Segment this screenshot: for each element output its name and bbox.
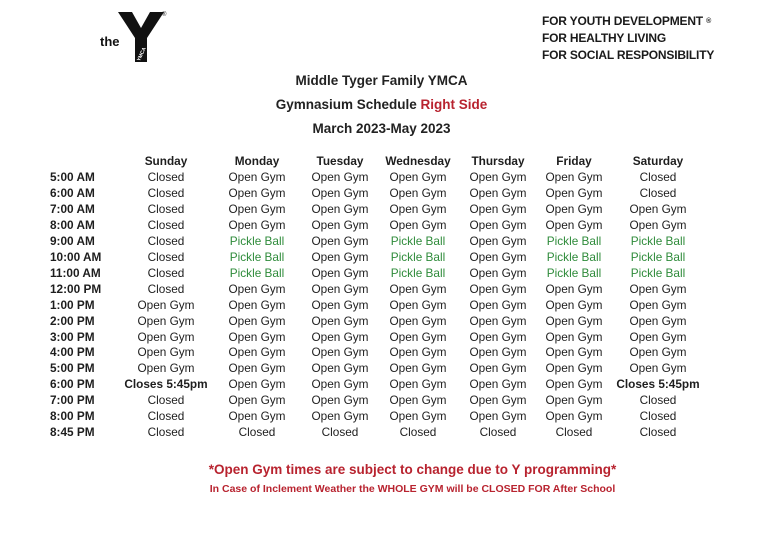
- schedule-cell: Open Gym: [545, 377, 603, 392]
- schedule-cell: Open Gym: [228, 297, 286, 312]
- schedule-cell: Open Gym: [228, 281, 286, 296]
- schedule-cell: Open Gym: [228, 217, 286, 232]
- schedule-cell: Closed: [147, 170, 185, 184]
- tagline-line: FOR HEALTHY LIVING: [542, 31, 666, 45]
- schedule-cell: Open Gym: [469, 201, 527, 216]
- time-slot-label: 3:00 PM: [50, 329, 95, 344]
- day-header: Friday: [556, 154, 592, 168]
- schedule-cell: Pickle Ball: [630, 233, 686, 248]
- schedule-cell: Open Gym: [137, 345, 195, 360]
- day-header: Tuesday: [316, 154, 364, 168]
- day-header: Sunday: [144, 154, 188, 168]
- schedule-cell: Closed: [147, 217, 185, 232]
- schedule-cell: Open Gym: [469, 281, 527, 296]
- schedule-cell: Open Gym: [389, 361, 447, 376]
- time-slot-label: 11:00 AM: [50, 265, 101, 280]
- logo-registered-mark: ®: [162, 12, 167, 18]
- schedule-cell: Open Gym: [228, 345, 286, 360]
- schedule-cell: Open Gym: [545, 329, 603, 344]
- schedule-cell: Open Gym: [311, 233, 369, 248]
- schedule-cell: Open Gym: [228, 393, 286, 408]
- time-slot-label: 4:00 PM: [50, 345, 95, 360]
- schedule-cell: Open Gym: [389, 345, 447, 360]
- schedule-cell: Open Gym: [469, 409, 527, 424]
- schedule-cell: Pickle Ball: [546, 265, 602, 280]
- schedule-cell: Pickle Ball: [390, 233, 446, 248]
- schedule-cell: Open Gym: [137, 313, 195, 328]
- schedule-cell: Open Gym: [469, 170, 527, 184]
- schedule-cell: Closed: [147, 201, 185, 216]
- schedule-cell: Closed: [147, 393, 185, 408]
- schedule-cell: Pickle Ball: [630, 249, 686, 264]
- ymca-logo: [100, 12, 170, 62]
- schedule-cell: Closed: [147, 233, 185, 248]
- logo-the-text: the: [100, 34, 120, 49]
- schedule-cell: Open Gym: [389, 297, 447, 312]
- schedule-cell: Open Gym: [311, 393, 369, 408]
- time-slot-label: 6:00 AM: [50, 185, 95, 200]
- schedule-cell: Open Gym: [311, 313, 369, 328]
- schedule-cell: Open Gym: [311, 297, 369, 312]
- schedule-cell: Pickle Ball: [546, 249, 602, 264]
- schedule-cell: Open Gym: [545, 217, 603, 232]
- schedule-cell: Closed: [147, 409, 185, 424]
- schedule-cell: Open Gym: [545, 281, 603, 296]
- schedule-cell: Open Gym: [389, 329, 447, 344]
- schedule-cell: Open Gym: [469, 185, 527, 200]
- schedule-cell: Open Gym: [389, 217, 447, 232]
- schedule-cell: Open Gym: [629, 361, 687, 376]
- time-slot-label: 5:00 PM: [50, 361, 95, 376]
- time-slot-label: 12:00 PM: [50, 281, 102, 296]
- schedule-cell: Open Gym: [389, 409, 447, 424]
- day-header: Wednesday: [385, 154, 451, 168]
- schedule-cell: Open Gym: [469, 377, 527, 392]
- schedule-cell: Closed: [639, 170, 677, 184]
- schedule-cell: Open Gym: [228, 409, 286, 424]
- schedule-subtitle: Gymnasium Schedule Right Side: [275, 97, 488, 112]
- logo-ymca-text: YMCA: [136, 46, 148, 62]
- schedule-cell: Open Gym: [469, 233, 527, 248]
- schedule-cell: Pickle Ball: [229, 265, 285, 280]
- time-slot-label: 10:00 AM: [50, 249, 102, 264]
- schedule-cell: Closes 5:45pm: [616, 377, 700, 392]
- schedule-cell: Pickle Ball: [390, 265, 446, 280]
- right-side-label: Right Side: [420, 97, 488, 112]
- schedule-cell: Open Gym: [228, 170, 286, 184]
- schedule-cell: Open Gym: [469, 329, 527, 344]
- schedule-cell: Closed: [639, 409, 677, 424]
- time-slot-label: 7:00 AM: [50, 201, 95, 216]
- tagline-registered-mark: ®: [706, 18, 712, 25]
- schedule-cell: Pickle Ball: [546, 233, 602, 248]
- schedule-cell: Closed: [321, 425, 359, 440]
- schedule-cell: Closes 5:45pm: [124, 377, 208, 392]
- schedule-cell: Pickle Ball: [229, 249, 285, 264]
- schedule-cell: Open Gym: [629, 281, 687, 296]
- schedule-cell: Open Gym: [629, 345, 687, 360]
- schedule-cell: Open Gym: [311, 249, 369, 264]
- schedule-cell: Open Gym: [228, 313, 286, 328]
- schedule-cell: Open Gym: [311, 201, 369, 216]
- schedule-cell: Open Gym: [469, 313, 527, 328]
- schedule-cell: Pickle Ball: [229, 233, 285, 248]
- schedule-cell: Open Gym: [137, 329, 195, 344]
- schedule-cell: Closed: [555, 425, 593, 440]
- schedule-cell: Pickle Ball: [630, 265, 686, 280]
- schedule-cell: Open Gym: [137, 297, 195, 312]
- schedule-cell: Closed: [639, 393, 677, 408]
- schedule-cell: Open Gym: [311, 377, 369, 392]
- time-slot-label: 9:00 AM: [50, 233, 95, 248]
- schedule-cell: Open Gym: [389, 377, 447, 392]
- schedule-cell: Open Gym: [469, 217, 527, 232]
- schedule-cell: Open Gym: [389, 201, 447, 216]
- schedule-cell: Open Gym: [311, 185, 369, 200]
- schedule-cell: Closed: [639, 185, 677, 200]
- schedule-cell: Closed: [147, 185, 185, 200]
- schedule-cell: Open Gym: [469, 361, 527, 376]
- schedule-cell: Open Gym: [228, 185, 286, 200]
- schedule-cell: Open Gym: [545, 185, 603, 200]
- schedule-cell: Open Gym: [545, 170, 603, 184]
- schedule-cell: Open Gym: [389, 313, 447, 328]
- schedule-cell: Open Gym: [469, 265, 527, 280]
- schedule-cell: Open Gym: [228, 201, 286, 216]
- inclement-weather-note: In Case of Inclement Weather the WHOLE GYM will be CLOSED FOR After School: [209, 483, 616, 495]
- schedule-cell: Closed: [147, 281, 185, 296]
- schedule-cell: Open Gym: [389, 281, 447, 296]
- time-slot-label: 5:00 AM: [50, 170, 95, 184]
- ymca-y-icon: [118, 12, 167, 62]
- time-slot-label: 7:00 PM: [50, 393, 95, 408]
- schedule-cell: Open Gym: [311, 329, 369, 344]
- schedule-cell: Closed: [147, 425, 185, 440]
- schedule-cell: Open Gym: [469, 393, 527, 408]
- day-header: Monday: [234, 154, 280, 168]
- schedule-cell: Open Gym: [311, 217, 369, 232]
- schedule-dates: March 2023-May 2023: [312, 121, 451, 136]
- schedule-cell: Open Gym: [545, 361, 603, 376]
- schedule-cell: Open Gym: [545, 409, 603, 424]
- schedule-cell: Pickle Ball: [390, 249, 446, 264]
- time-slot-label: 8:00 AM: [50, 217, 95, 232]
- page-title: Middle Tyger Family YMCA: [295, 73, 468, 88]
- schedule-cell: Closed: [479, 425, 517, 440]
- time-slot-label: 1:00 PM: [50, 297, 95, 312]
- schedule-cell: Open Gym: [545, 297, 603, 312]
- schedule-cell: Open Gym: [629, 201, 687, 216]
- schedule-cell: Open Gym: [629, 297, 687, 312]
- schedule-cell: Open Gym: [311, 409, 369, 424]
- schedule-cell: Open Gym: [311, 361, 369, 376]
- schedule-cell: Open Gym: [228, 329, 286, 344]
- schedule-cell: Open Gym: [629, 217, 687, 232]
- schedule-cell: Open Gym: [629, 313, 687, 328]
- schedule-cell: Closed: [639, 425, 677, 440]
- schedule-cell: Open Gym: [629, 329, 687, 344]
- tagline-line: FOR SOCIAL RESPONSIBILITY: [542, 48, 715, 62]
- schedule-cell: Open Gym: [311, 281, 369, 296]
- schedule-cell: Open Gym: [389, 393, 447, 408]
- schedule-cell: Closed: [147, 265, 185, 280]
- schedule-cell: Open Gym: [545, 393, 603, 408]
- schedule-cell: Open Gym: [311, 170, 369, 184]
- schedule-cell: Open Gym: [137, 361, 195, 376]
- time-slot-label: 8:45 PM: [50, 425, 95, 440]
- open-gym-note: *Open Gym times are subject to change due to Y programming*: [208, 462, 617, 477]
- schedule-cell: Open Gym: [545, 313, 603, 328]
- schedule-cell: Open Gym: [469, 297, 527, 312]
- schedule-cell: Open Gym: [469, 249, 527, 264]
- tagline-line: FOR YOUTH DEVELOPMENT ®: [542, 14, 712, 28]
- schedule-cell: Open Gym: [545, 201, 603, 216]
- time-slot-label: 2:00 PM: [50, 313, 95, 328]
- schedule-cell: Open Gym: [469, 345, 527, 360]
- schedule-cell: Open Gym: [311, 345, 369, 360]
- schedule-cell: Closed: [238, 425, 276, 440]
- day-header: Thursday: [471, 154, 525, 168]
- ymca-tagline: [542, 13, 714, 64]
- schedule-cell: Open Gym: [545, 345, 603, 360]
- time-slot-label: 6:00 PM: [50, 377, 95, 392]
- schedule-cell: Open Gym: [389, 185, 447, 200]
- schedule-cell: Open Gym: [311, 265, 369, 280]
- schedule-cell: Closed: [147, 249, 185, 264]
- schedule-cell: Open Gym: [389, 170, 447, 184]
- schedule-cell: Open Gym: [228, 361, 286, 376]
- schedule-cell: Open Gym: [228, 377, 286, 392]
- schedule-cell: Closed: [399, 425, 437, 440]
- time-slot-label: 8:00 PM: [50, 409, 95, 424]
- day-header: Saturday: [632, 154, 684, 168]
